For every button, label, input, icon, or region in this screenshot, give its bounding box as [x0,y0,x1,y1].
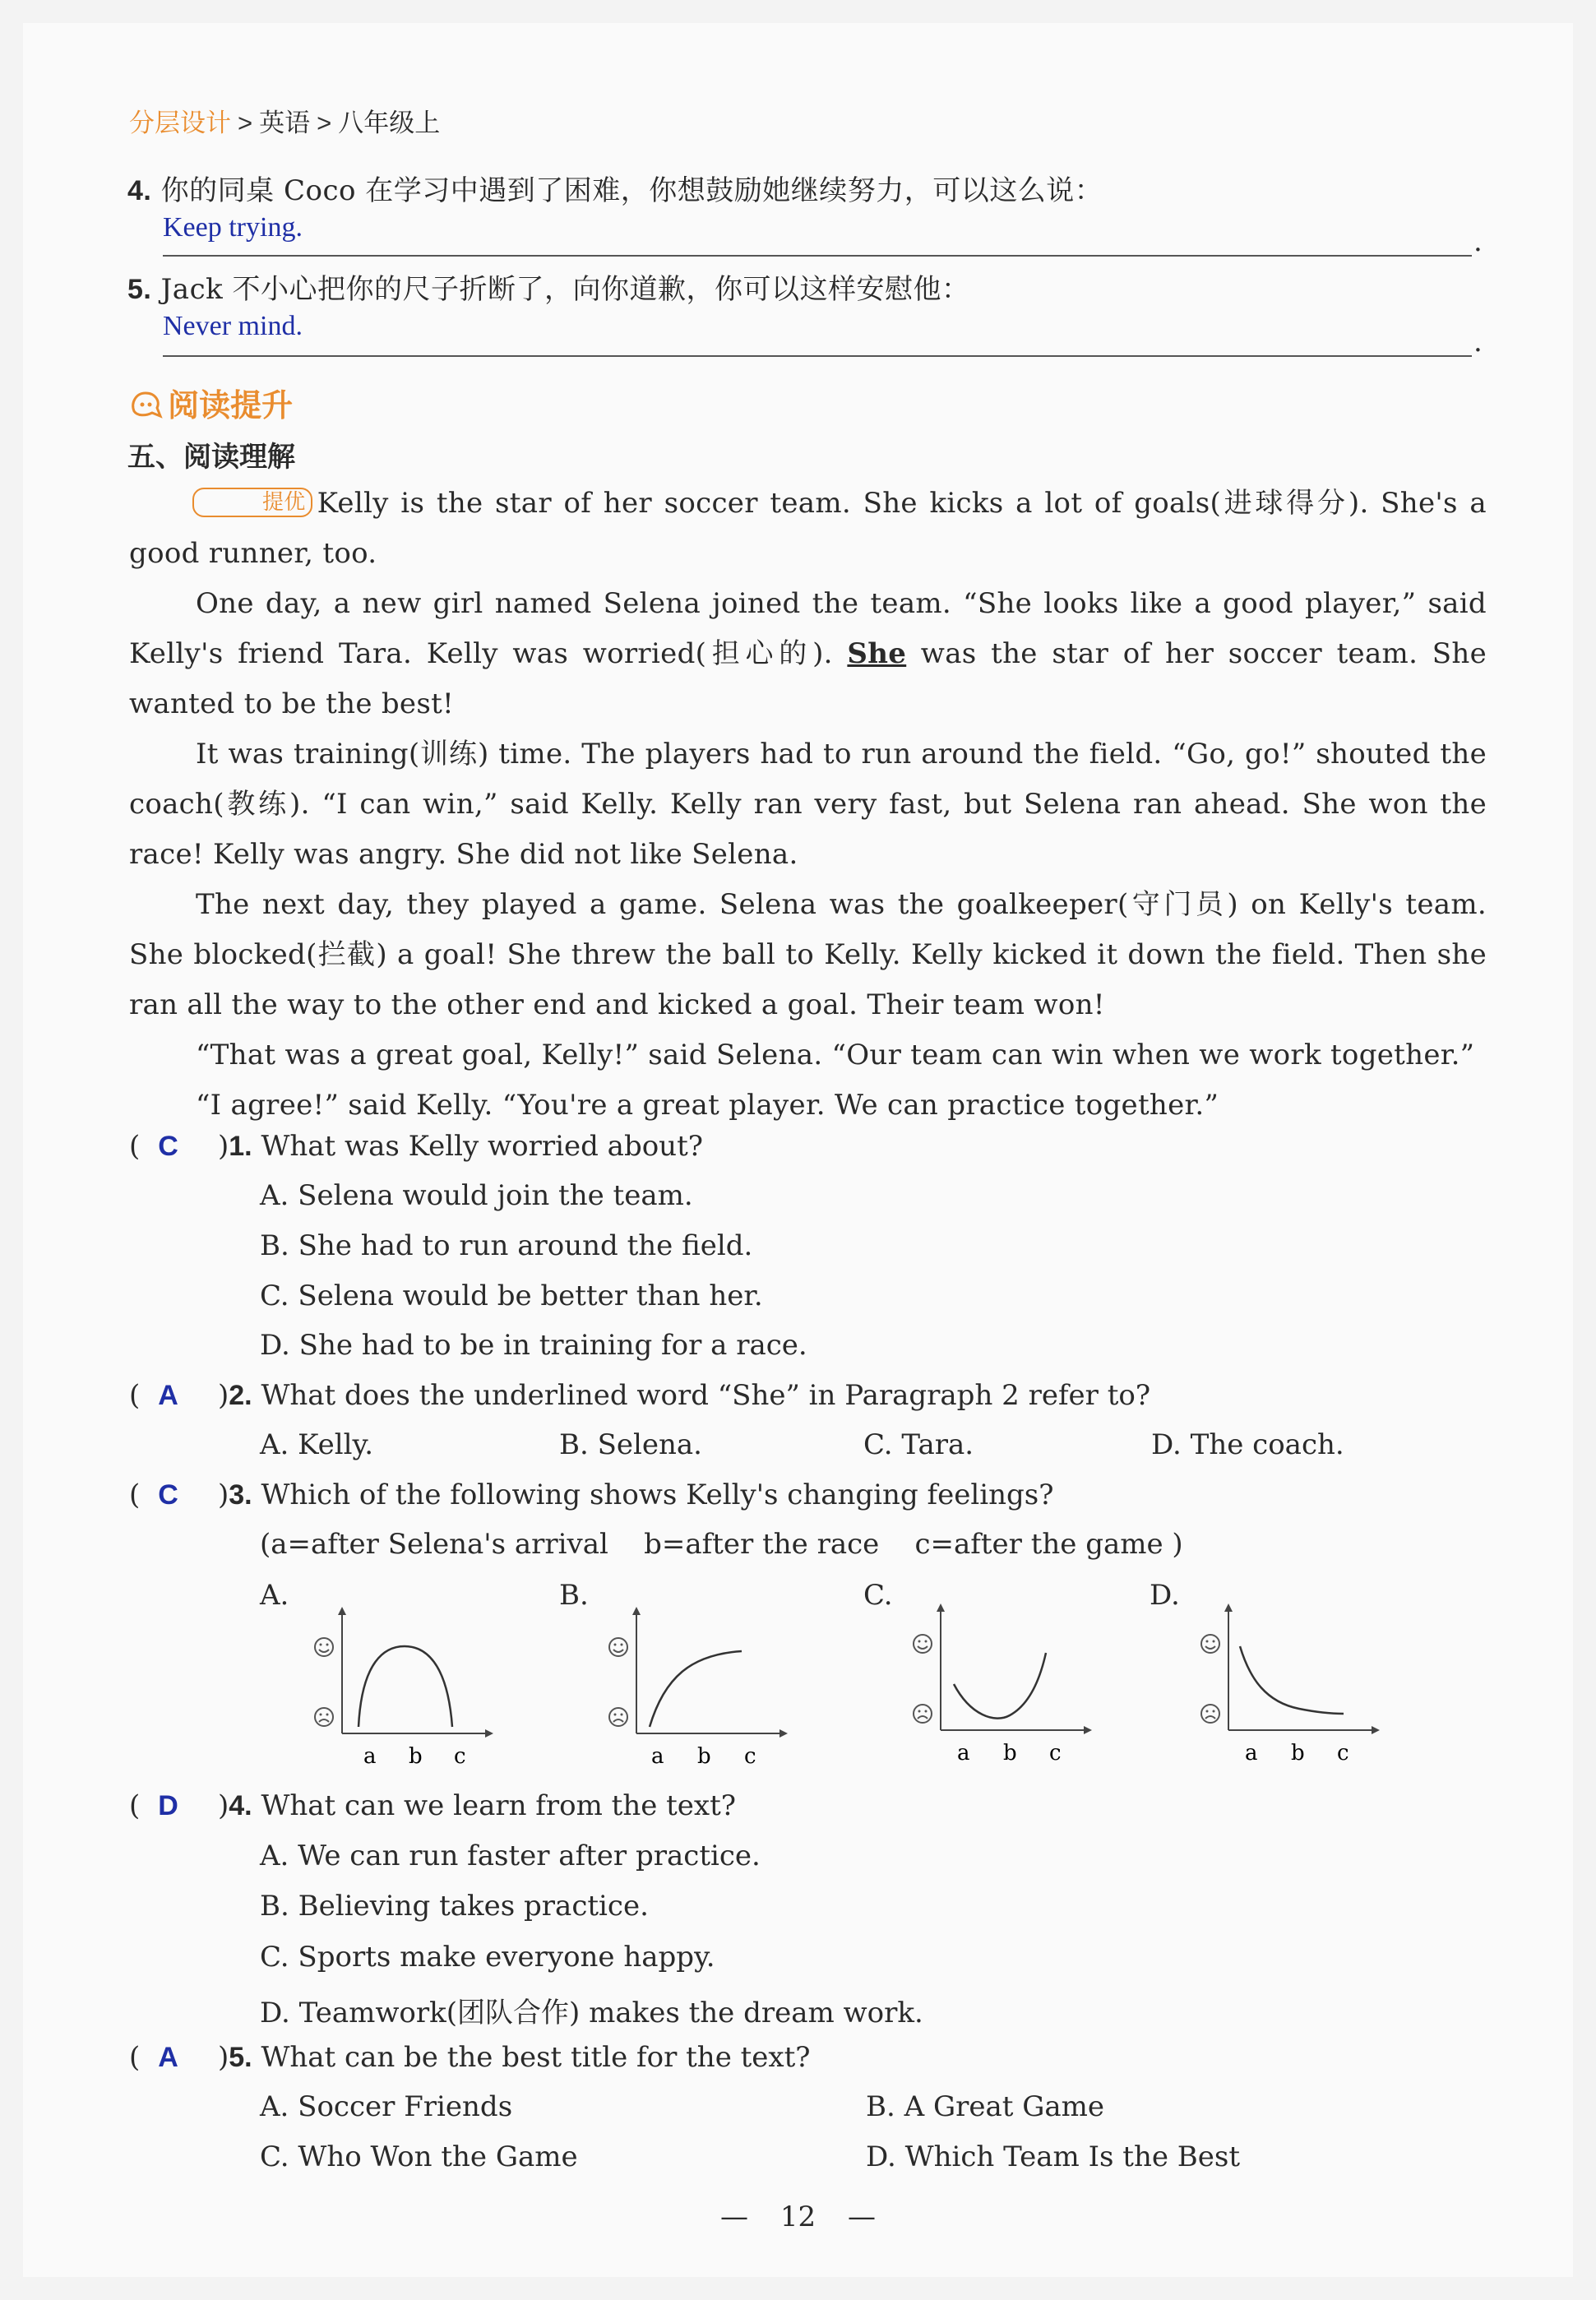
answer-line [163,255,1472,257]
running-header [129,102,440,139]
axis-label-c: c [744,1744,756,1768]
question-note: (a=after Selena's arrival b=after the race c=after the game ) [260,1528,1183,1561]
option-d: D. Teamwork(团队合作) makes the dream work. [260,1997,923,2029]
option-a-label: A. [260,1579,289,1612]
paragraph-text: was the star of her soccer team. She wanted to be the best! [129,637,1487,720]
feeling-curve [359,1646,452,1727]
question-number: 1. [229,1131,252,1162]
question-number: 4. [229,1790,252,1821]
question-number: 5. [229,2042,252,2073]
question-text: What does the underlined word “She” in Paragraph 2 refer to? [261,1379,1151,1412]
axis-label-b: b [1291,1741,1305,1765]
period: . [1473,225,1483,258]
axis-label-b: b [1003,1741,1017,1765]
axis-label-c: c [454,1744,466,1768]
paragraph-3 [129,729,1487,880]
happy-face-icon [609,1638,627,1656]
paragraph-text: One day, a new girl named Selena joined the team. “She looks like a good player,” said Kelly's friend Tara. Kelly was worried(担心的). [129,587,1487,670]
option-b: B. A Great Game [866,2090,1105,2123]
question-1: ( C )1. What was Kelly worried about? [129,1130,703,1163]
paragraph-2 [129,579,1487,729]
level-tag: 提优 [192,488,312,517]
footer-dash: — [847,2201,876,2233]
exercise-title: 五、阅读理解 [127,441,295,474]
sad-face-icon [914,1705,932,1723]
page-footer [0,2201,1596,2233]
option-a: A. Soccer Friends [260,2090,513,2123]
answer-text: Keep trying. [163,212,303,243]
option-c: C. Sports make everyone happy. [260,1941,715,1974]
question-3: ( C )3. Which of the following shows Kelly's changing feelings? [129,1479,1054,1511]
fill-in-question-4 [127,168,1103,208]
option-b-label: B. [559,1579,589,1612]
underlined-word: She [847,637,907,670]
option-b: B. She had to run around the field. [260,1229,753,1262]
page-number: 12 [779,2201,817,2233]
fill-in-question-5 [127,266,970,307]
graph-option-d [1192,1600,1390,1765]
grade-name: 八年级上 [338,109,441,137]
axis-label-b: b [409,1744,423,1768]
graph-option-b [600,1604,798,1768]
header-separator: > [317,109,332,137]
question-prompt: 你的同桌 Coco 在学习中遇到了困难，你想鼓励她继续努力，可以这么说： [160,174,1103,207]
period: . [1473,326,1483,359]
graph-option-c [904,1600,1102,1765]
question-2: ( A )2. What does the underlined word “She” in Paragraph 2 refer to? [129,1379,1151,1412]
graph-option-a [306,1604,503,1768]
selected-answer: A [158,1380,178,1411]
paragraph-5 [129,1030,1487,1081]
question-number: 5. [127,274,152,305]
option-d: D. She had to be in training for a race. [260,1329,807,1362]
option-a: A. We can run faster after practice. [260,1840,761,1872]
paragraph-text: Kelly is the star of her soccer team. She kicks a lot of goals(进球得分). She's a good runner, too. [129,487,1487,570]
header-separator: > [238,109,253,137]
answer-bracket: ( D [129,1789,178,1822]
footer-dash: — [720,2201,749,2233]
paragraph-text: “That was a great goal, Kelly!” said Selena. “Our team can win when we work together.” [196,1039,1475,1071]
question-number: 4. [127,175,152,206]
paragraph-6 [129,1081,1487,1131]
option-b: B. Believing takes practice. [260,1890,649,1923]
feeling-curve [954,1653,1046,1719]
axis-label-a: a [957,1741,970,1765]
happy-face-icon [315,1638,333,1656]
answer-bracket: ( C [129,1130,178,1163]
answer-text: Never mind. [163,311,303,341]
series-name: 分层设计 [129,109,231,137]
answer-bracket: ( C [129,1479,178,1511]
option-c: C. Who Won the Game [260,2140,578,2173]
option-c: C. Selena would be better than her. [260,1280,763,1312]
selected-answer: C [158,1479,178,1511]
axis-label-c: c [1337,1741,1349,1765]
axis-label-b: b [697,1744,711,1768]
question-text: What was Kelly worried about? [261,1130,703,1163]
answer-bracket: ( A [129,2041,178,2074]
axis-label-c: c [1049,1741,1062,1765]
question-5: ( A )5. What can be the best title for the text? [129,2041,811,2074]
happy-face-icon [914,1635,932,1653]
subject-name: 英语 [259,109,311,137]
feeling-curve [1240,1646,1344,1714]
selected-answer: D [158,1790,178,1821]
sad-face-icon [1201,1705,1219,1723]
feeling-curve [650,1651,742,1727]
reading-passage [129,479,1487,1131]
axis-label-a: a [1245,1741,1258,1765]
paragraph-text: It was training(训练) time. The players had to run around the field. “Go, go!” shouted the coach(教练). “I can win,” said Kelly. Kelly ran very fast, but Selena ran ahead. She won the race! Kelly was angry. She did not like Selena. [129,738,1487,871]
option-b: B. Selena. [559,1428,702,1461]
paragraph-text: “I agree!” said Kelly. “You're a great player. We can practice together.” [196,1089,1219,1122]
answer-bracket: ( A [129,1379,178,1412]
option-a: A. Kelly. [260,1428,374,1461]
question-text: What can be the best title for the text? [261,2041,811,2074]
paragraph-1 [129,479,1487,579]
option-c-label: C. [863,1579,893,1612]
axis-label-a: a [363,1744,377,1768]
option-a: A. Selena would join the team. [260,1179,693,1212]
question-prompt: Jack 不小心把你的尺子折断了，向你道歉，你可以这样安慰他： [160,273,970,306]
option-c: C. Tara. [863,1428,974,1461]
question-number: 2. [229,1380,252,1411]
question-4: ( D )4. What can we learn from the text? [129,1789,736,1822]
paragraph-4 [129,880,1487,1030]
answer-line [163,355,1472,357]
reading-icon [127,386,164,423]
section-heading [127,380,293,425]
selected-answer: A [158,2042,178,2073]
sad-face-icon [609,1708,627,1726]
selected-answer: C [158,1131,178,1162]
question-number: 3. [229,1479,252,1511]
question-text: Which of the following shows Kelly's changing feelings? [261,1479,1054,1511]
happy-face-icon [1201,1635,1219,1653]
option-d: D. The coach. [1151,1428,1344,1461]
option-d: D. Which Team Is the Best [866,2140,1240,2173]
sad-face-icon [315,1708,333,1726]
section-title: 阅读提升 [168,387,294,423]
question-text: What can we learn from the text? [261,1789,736,1822]
paragraph-text: The next day, they played a game. Selena was the goalkeeper(守门员) on Kelly's team. She blocked(拦截) a goal! She threw the ball to Kelly. Kelly kicked it down the field. Then she ran all the way to the other end and kicked a goal. Their team won! [129,888,1487,1021]
option-d-label: D. [1150,1579,1180,1612]
axis-label-a: a [651,1744,664,1768]
